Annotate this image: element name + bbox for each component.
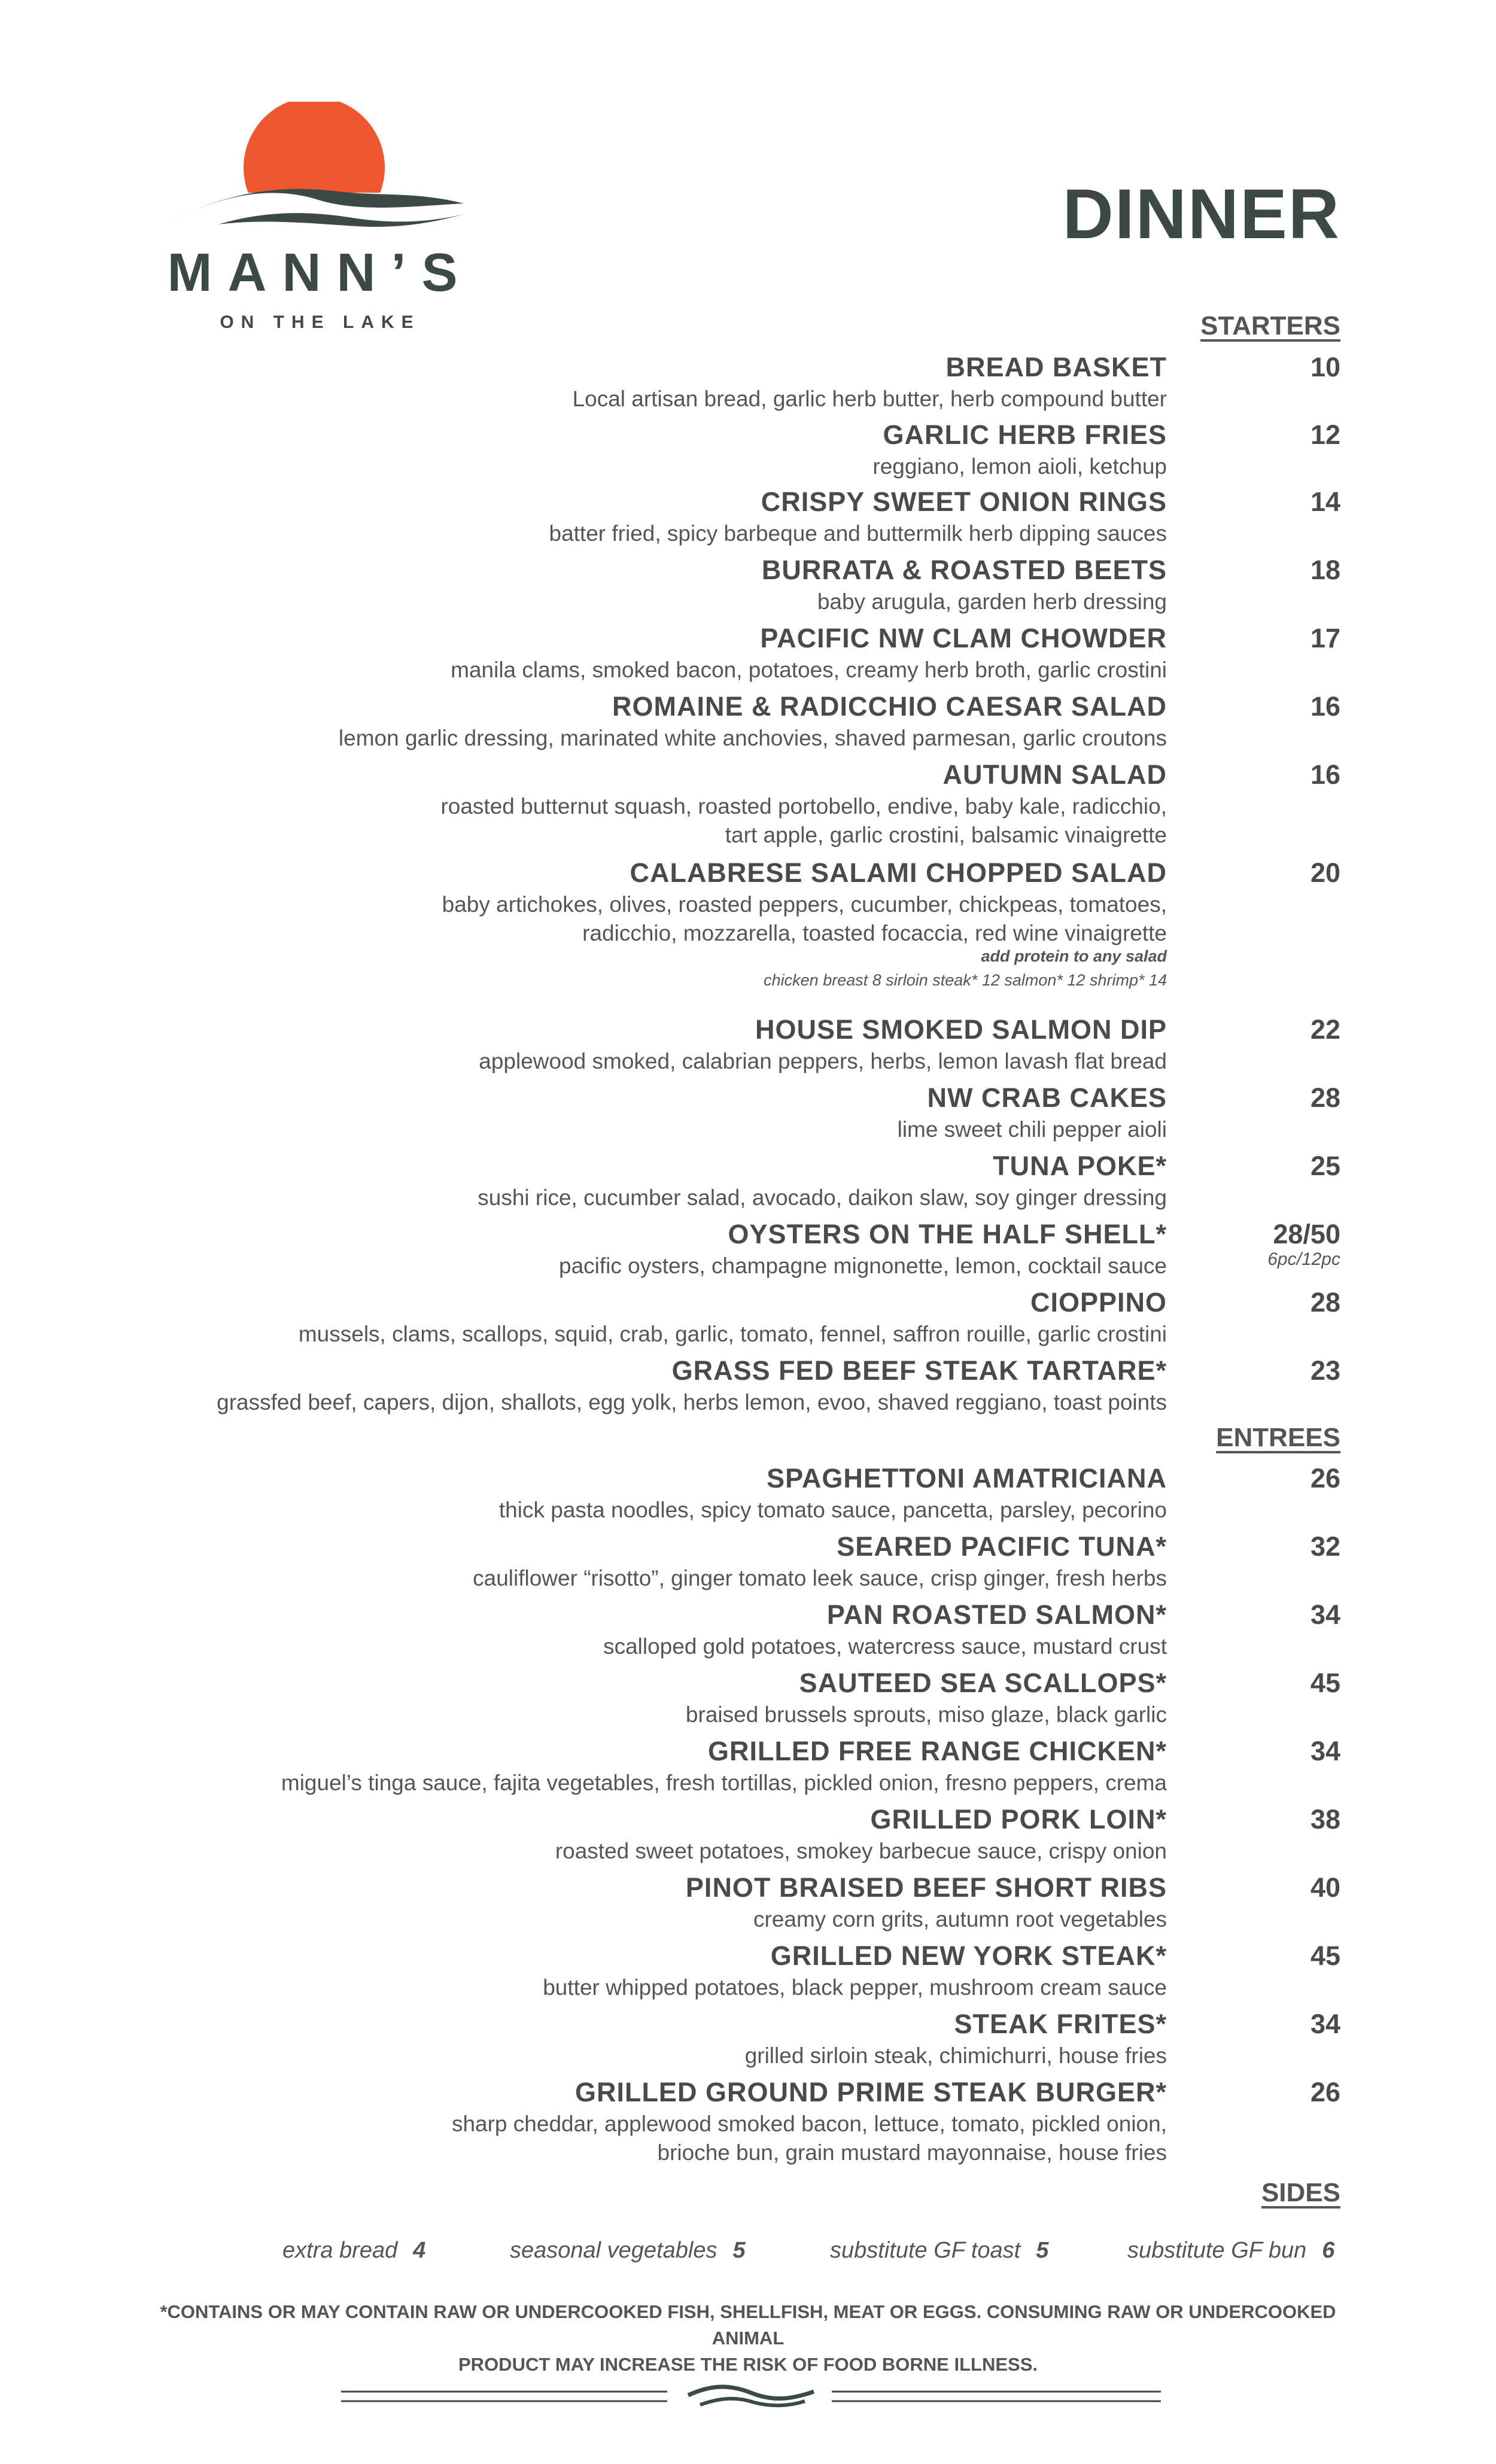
item-desc: baby artichokes, olives, roasted peppers, cucumber, chickpeas, tomatoes,: [442, 892, 1167, 917]
item-desc: lemon garlic dressing, marinated white anchovies, shaved parmesan, garlic croutons: [338, 726, 1167, 750]
item-price: 18: [1310, 555, 1340, 585]
item-name: HOUSE SMOKED SALMON DIP: [755, 1014, 1167, 1045]
menu-item: [120, 2007, 1340, 2070]
item-price: 38: [1310, 1804, 1340, 1835]
item-desc: lime sweet chili pepper aioli: [897, 1117, 1167, 1142]
item-name: PINOT BRAISED BEEF SHORT RIBS: [685, 1872, 1167, 1903]
menu-item: [120, 1939, 1340, 2002]
disclaimer-line: *CONTAINS OR MAY CONTAIN RAW OR UNDERCOOKED FISH, SHELLFISH, MEAT OR EGGS. CONSUMING RAW OR UNDERCOOKED ANIMAL: [160, 2301, 1336, 2349]
item-desc: roasted sweet potatoes, smokey barbecue sauce, crispy onion: [555, 1839, 1167, 1863]
item-name: GRASS FED BEEF STEAK TARTARE*: [671, 1355, 1167, 1386]
menu-item: [120, 1461, 1340, 1525]
item-desc: pacific oysters, champagne mignonette, lemon, cocktail sauce: [559, 1254, 1167, 1278]
item-price: 25: [1310, 1151, 1340, 1181]
menu-item: [120, 1149, 1340, 1212]
item-desc: manila clams, smoked bacon, potatoes, creamy herb broth, garlic crostini: [451, 658, 1167, 682]
item-desc: cauliflower “risotto”, ginger tomato leek sauce, crisp ginger, fresh herbs: [473, 1566, 1167, 1590]
item-name: GARLIC HERB FRIES: [883, 419, 1167, 450]
item-price: 22: [1310, 1014, 1340, 1045]
entrees-heading: ENTREES: [1216, 1423, 1340, 1452]
item-name: OYSTERS ON THE HALF SHELL*: [728, 1219, 1167, 1249]
item-price: 34: [1310, 1599, 1340, 1630]
item-price: 10: [1310, 352, 1340, 382]
item-name: CRISPY SWEET ONION RINGS: [761, 486, 1167, 517]
item-price: 40: [1310, 1872, 1340, 1903]
side-name: substitute GF toast: [830, 2238, 1021, 2263]
side-price: 5: [732, 2238, 746, 2263]
item-name: GRILLED FREE RANGE CHICKEN*: [707, 1736, 1167, 1766]
item-name: AUTUMN SALAD: [942, 759, 1167, 790]
item-name: TUNA POKE*: [993, 1151, 1167, 1181]
item-name: GRILLED GROUND PRIME STEAK BURGER*: [574, 2077, 1167, 2107]
side-name: extra bread: [282, 2238, 398, 2263]
item-name: NW CRAB CAKES: [927, 1082, 1167, 1113]
item-price: 23: [1310, 1355, 1340, 1386]
menu-item: [120, 485, 1340, 548]
item-desc: tart apple, garlic crostini, balsamic vinaigrette: [725, 823, 1167, 847]
item-desc: roasted butternut squash, roasted portobello, endive, baby kale, radicchio,: [440, 794, 1167, 819]
item-desc: grassfed beef, capers, dijon, shallots, egg yolk, herbs lemon, evoo, shaved reggiano, toast points: [217, 1390, 1167, 1414]
item-desc: mussels, clams, scallops, squid, crab, garlic, tomato, fennel, saffron rouille, garlic crostini: [298, 1322, 1167, 1346]
item-price: 28: [1310, 1287, 1340, 1318]
item-name: CALABRESE SALAMI CHOPPED SALAD: [630, 857, 1167, 888]
side-price: 6: [1322, 2238, 1335, 2263]
menu-item: [120, 1666, 1340, 1729]
item-desc: miguel’s tinga sauce, fajita vegetables, fresh tortillas, pickled onion, fresno peppers, crema: [281, 1771, 1167, 1795]
salad-protein-addon: [764, 944, 1167, 992]
item-name: BURRATA & ROASTED BEETS: [761, 555, 1167, 585]
side-price: 5: [1036, 2238, 1049, 2263]
item-price: 45: [1310, 1940, 1340, 1971]
item-desc: sushi rice, cucumber salad, avocado, daikon slaw, soy ginger dressing: [478, 1185, 1167, 1210]
side-item: [1127, 2238, 1334, 2264]
item-price: 14: [1310, 486, 1340, 517]
item-name: PACIFIC NW CLAM CHOWDER: [760, 623, 1167, 653]
brand-name: MANN’S: [167, 243, 473, 303]
menu-item: [120, 553, 1340, 616]
sun-wave-logo-icon: [165, 102, 476, 227]
menu-item: [120, 350, 1340, 413]
menu-item: [120, 1217, 1340, 1280]
menu-item: [120, 1529, 1340, 1593]
item-desc: scalloped gold potatoes, watercress sauce, mustard crust: [603, 1634, 1167, 1659]
item-price: 32: [1310, 1531, 1340, 1562]
side-item: [282, 2238, 425, 2264]
footer-divider: [341, 2378, 1161, 2414]
logo: [123, 102, 518, 341]
addon-options: chicken breast 8 sirloin steak* 12 salmon* 12 shrimp* 14: [764, 971, 1167, 989]
item-name: ROMAINE & RADICCHIO CAESAR SALAD: [612, 691, 1167, 722]
item-price: 20: [1310, 857, 1340, 888]
menu-item: [120, 1081, 1340, 1144]
sides-list: [0, 2238, 1340, 2274]
item-desc: sharp cheddar, applewood smoked bacon, lettuce, tomato, pickled onion,: [451, 2112, 1167, 2136]
item-desc: Local artisan bread, garlic herb butter, herb compound butter: [572, 387, 1167, 411]
item-price: 26: [1310, 1463, 1340, 1493]
item-desc: creamy corn grits, autumn root vegetables: [753, 1907, 1167, 1931]
menu-item: [120, 758, 1340, 850]
item-price: 16: [1310, 691, 1340, 722]
menu-item: [120, 2075, 1340, 2167]
item-name: SPAGHETTONI AMATRICIANA: [767, 1463, 1167, 1493]
item-name: GRILLED PORK LOIN*: [870, 1804, 1167, 1835]
item-desc: radicchio, mozzarella, toasted focaccia, red wine vinaigrette: [582, 921, 1167, 945]
side-name: seasonal vegetables: [510, 2238, 717, 2263]
item-desc: thick pasta noodles, spicy tomato sauce, pancetta, parsley, pecorino: [498, 1498, 1167, 1522]
item-desc: braised brussels sprouts, miso glaze, black garlic: [685, 1702, 1167, 1727]
item-desc: applewood smoked, calabrian peppers, herbs, lemon lavash flat bread: [479, 1049, 1167, 1073]
item-price: 34: [1310, 2009, 1340, 2039]
disclaimer-line: PRODUCT MAY INCREASE THE RISK OF FOOD BORNE ILLNESS.: [458, 2354, 1038, 2375]
addon-heading: add protein to any salad: [981, 947, 1167, 965]
item-price: 17: [1310, 623, 1340, 653]
side-price: 4: [413, 2238, 426, 2263]
item-desc: reggiano, lemon aioli, ketchup: [872, 454, 1167, 479]
item-price: 12: [1310, 419, 1340, 450]
item-name: BREAD BASKET: [945, 352, 1167, 382]
item-name: SAUTEED SEA SCALLOPS*: [799, 1668, 1167, 1698]
starters-heading: STARTERS: [1200, 311, 1340, 340]
menu-item: [120, 689, 1340, 753]
menu-item: [120, 1734, 1340, 1797]
side-item: [830, 2238, 1048, 2264]
menu-item: [120, 621, 1340, 685]
menu-item: [120, 1353, 1340, 1417]
menu-item: [120, 1598, 1340, 1661]
menu-item: [120, 418, 1340, 481]
sides-heading: SIDES: [1261, 2178, 1340, 2207]
item-name: CIOPPINO: [1030, 1287, 1167, 1318]
item-name: SEARED PACIFIC TUNA*: [837, 1531, 1167, 1562]
side-name: substitute GF bun: [1127, 2238, 1307, 2263]
item-price: 26: [1310, 2077, 1340, 2107]
brand-tagline: ON THE LAKE: [220, 312, 421, 332]
item-price: 28/50: [1273, 1219, 1340, 1249]
menu-item: [120, 1285, 1340, 1349]
item-desc: butter whipped potatoes, black pepper, mushroom cream sauce: [543, 1975, 1167, 2000]
menu-item: [120, 856, 1340, 948]
item-price: 34: [1310, 1736, 1340, 1766]
allergen-disclaimer: [150, 2299, 1346, 2378]
menu-item: [120, 1802, 1340, 1866]
menu-item: [120, 1012, 1340, 1076]
item-desc: baby arugula, garden herb dressing: [817, 589, 1167, 614]
item-price: 28: [1310, 1082, 1340, 1113]
item-price: 16: [1310, 759, 1340, 790]
item-name: STEAK FRITES*: [954, 2009, 1167, 2039]
item-price-note: 6pc/12pc: [1267, 1249, 1340, 1269]
wave-divider-icon: [341, 2378, 1161, 2414]
item-desc: batter fried, spicy barbeque and buttermilk herb dipping sauces: [549, 521, 1167, 546]
item-desc: grilled sirloin steak, chimichurri, house fries: [744, 2043, 1167, 2068]
item-desc: brioche bun, grain mustard mayonnaise, house fries: [657, 2140, 1167, 2165]
page-title: DINNER: [1062, 175, 1340, 254]
item-name: GRILLED NEW YORK STEAK*: [770, 1940, 1167, 1971]
item-name: PAN ROASTED SALMON*: [826, 1599, 1167, 1630]
menu-item: [120, 1870, 1340, 1934]
side-item: [510, 2238, 746, 2264]
item-price: 45: [1310, 1668, 1340, 1698]
